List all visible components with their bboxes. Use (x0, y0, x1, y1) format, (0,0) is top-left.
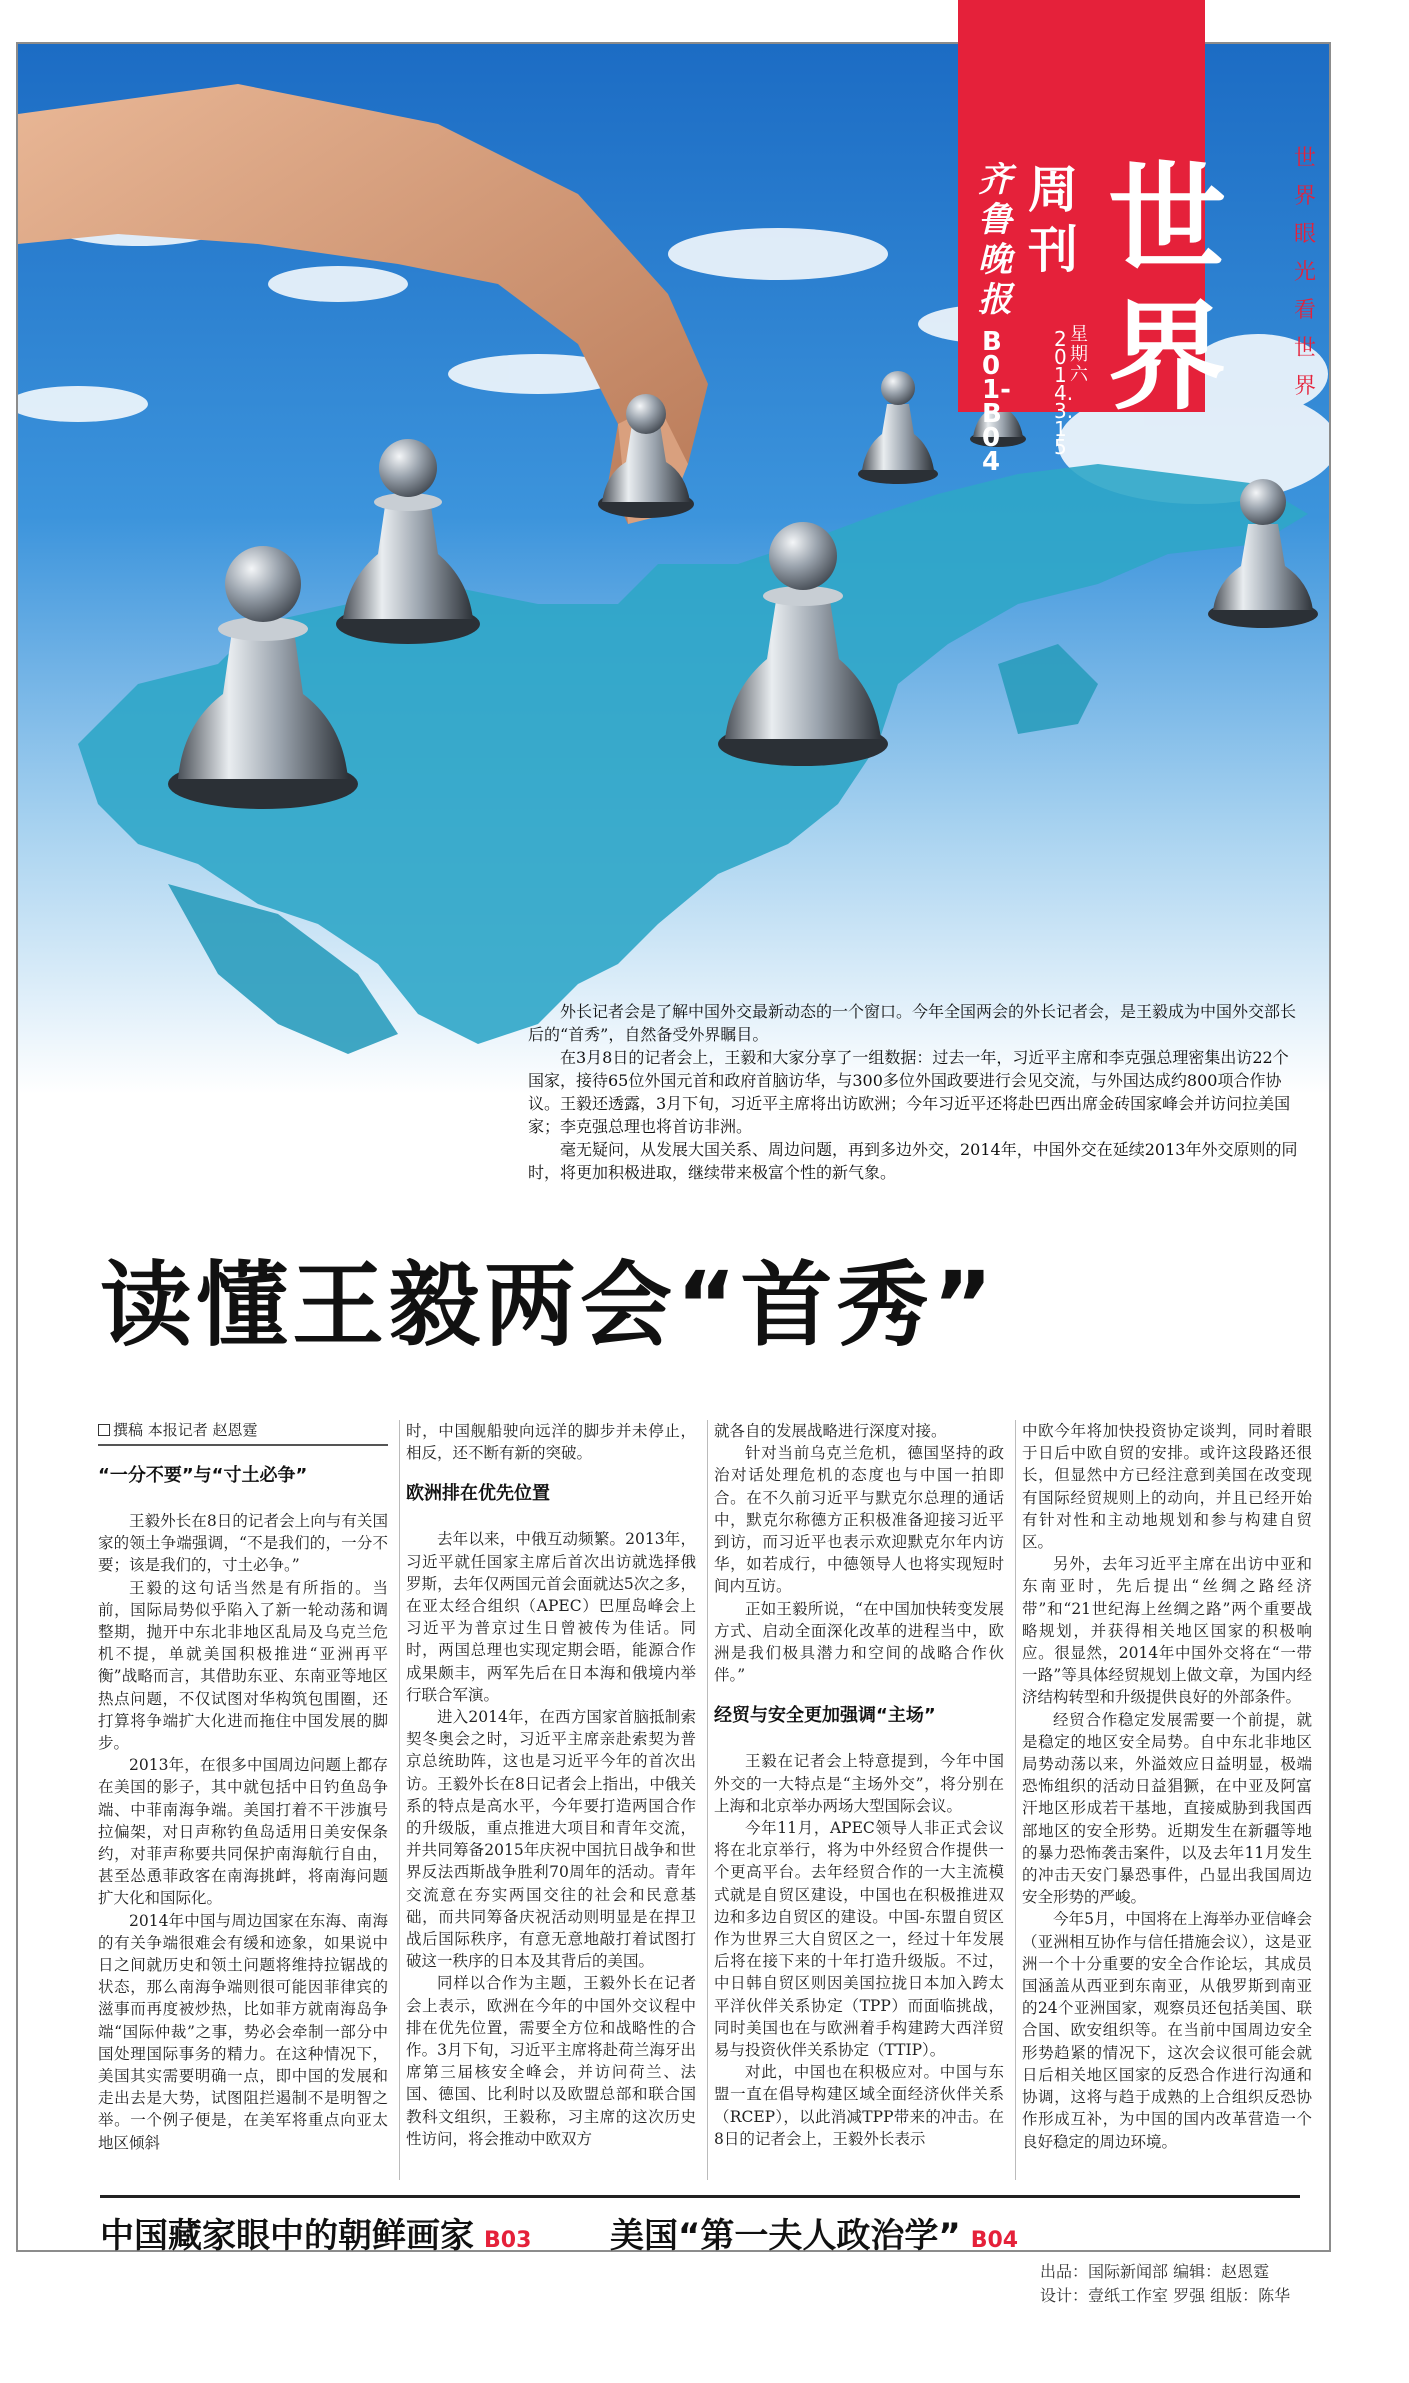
body-paragraph: 另外，去年习近平主席在出访中亚和东南亚时，先后提出“丝绸之路经济带”和“21世纪海上丝绸之路”两个重要战略规划，并获得相关地区国家的积极响应。很显然，2014年中国外交将在“一带一路”等具体经贸规划上做文章，为国内经济结构转型和升级提供良好的外部条件。 (1022, 1555, 1312, 1707)
subheading: 经贸与安全更加强调“主场” (714, 1705, 936, 1727)
masthead-block (958, 0, 1227, 477)
body-paragraph: 去年以来，中俄互动频繁。2013年，习近平就任国家主席后首次出访就选择俄罗斯，去年仅两国元首会面就达5次之多，在亚太经合组织（APEC）巴厘岛峰会上习近平为普京过生日曾被传为佳话。同时，两国总理也实现定期会晤，能源合作成果颇丰，两军先后在日本海和俄境内举行联合军演。 (406, 1530, 696, 1704)
teaser-title: 中国藏家眼中的朝鲜画家 (100, 2216, 474, 2256)
body-paragraph: 经贸合作稳定发展需要一个前提，就是稳定的地区安全局势。自中东北非地区局势动荡以来，外溢效应日益明显，极端恐怖组织的活动日益猖獗，在中亚及阿富汗地区形成若干基地，直接威胁到我国西部地区的安全形势。近期发生在新疆等地的暴力恐怖袭击案件，以及去年11月发生的冲击天安门暴恐事件，凸显出我国周边安全形势的严峻。 (1022, 1710, 1312, 1907)
article-column-4 (1022, 1420, 1312, 2153)
issue-date: 2014.3.15 (1054, 327, 1074, 459)
byline-text: 撰稿 本报记者 赵恩霆 (113, 1421, 258, 1439)
slogan-char: 看 (1293, 298, 1316, 323)
body-paragraph: 中欧今年将加快投资协定谈判，同时着眼于日后中欧自贸的安排。或许这段路还很长，但显然中方已经注意到美国在改变现有国际经贸规则上的动向，并且已经开始有针对性和主动地规划和参与构建自贸区。 (1022, 1422, 1312, 1552)
article-column-2 (406, 1420, 696, 2150)
article-column-1 (98, 1420, 388, 2154)
body-paragraph: 进入2014年，在西方国家首脑抵制索契冬奥会之时，习近平主席亲赴索契为普京总统助阵，这也是习近平今年的首次出访。王毅外长在8日记者会上指出，中俄关系的特点是高水平，今年要打造两国合作的升级版，重点推进大项目和青年交流，并共同筹备2015年庆祝中国抗日战争和世界反法西斯战争胜利70周年的活动。青年交流意在夯实两国交往的社会和民意基础，而共同筹备庆祝活动则明显是在捍卫战后国际秩序，有意无意地敲打着试图打破这一秩序的日本及其背后的美国。 (406, 1708, 696, 1971)
section-title (1108, 150, 1228, 426)
body-paragraph: 就各自的发展战略进行深度对接。 (714, 1422, 947, 1440)
teaser-title: 美国“第一夫人政治学” (610, 2216, 961, 2256)
section-title-char-1: 世 (1108, 150, 1227, 288)
page-credits (1040, 2260, 1290, 2308)
body-paragraph: 2013年，在很多中国周边问题上都存在美国的影子，其中就包括中日钓鱼岛争端、中菲南海争端。美国打着不干涉旗号拉偏架，对日声称钓鱼岛适用日美安保条约，对菲声称要共同保护南海航行自由，甚至怂恿菲政客在南海挑衅，将南海问题扩大化和国际化。 (98, 1756, 388, 1908)
body-paragraph: 对此，中国也在积极应对。中国与东盟一直在倡导构建区域全面经济伙伴关系（RCEP），以此消减TPP带来的冲击。在8日的记者会上，王毅外长表示 (714, 2063, 1004, 2148)
section-title-char-2: 界 (1108, 288, 1227, 426)
slogan-char: 界 (1293, 374, 1316, 399)
page-range: B01-B04 (982, 327, 1011, 477)
body-paragraph: 今年5月，中国将在上海举办亚信峰会（亚洲相互协作与信任措施会议），这是亚洲一个十分重要的安全合作论坛，其成员国涵盖从西亚到东南亚，从俄罗斯到南亚的24个亚洲国家，观察员还包括美国、联合国、欧安组织等。在当前中国周边安全形势趋紧的情况下，这次会议很可能会就日后相关地区国家的反恐合作进行沟通和协调，这将与趋于成熟的上合组织反恐协作形成互补，为中国的国内改革营造一个良好稳定的周边环境。 (1022, 1910, 1312, 2151)
article-intro (528, 1000, 1303, 1184)
body-paragraph: 时，中国舰船驶向远洋的脚步并未停止，相反，还不断有新的突破。 (406, 1422, 696, 1463)
subheading: 欧洲排在优先位置 (406, 1483, 550, 1505)
credits-line-1: 出品：国际新闻部 编辑：赵恩霆 (1040, 2262, 1270, 2281)
column-divider (1015, 1420, 1016, 2180)
body-paragraph: 2014年中国与周边国家在东海、南海的有关争端很难会有缓和迹象，如果说中日之间就历史和领土问题将维持拉锯战的状态，那么南海争端则很可能因菲律宾的滋事而再度被炒热，比如菲方就南海岛争端“国际仲裁”之事，势必会牵制一部分中国处理国际事务的精力。在这种情况下，美国其实需要明确一点，即中国的发展和走出去是大势，试图阻拦遏制不是明智之举。一个例子便是，在美军将重点向亚太地区倾斜 (98, 1911, 388, 2152)
teaser-page: B03 (484, 2228, 532, 2253)
body-paragraph: 王毅外长在8日的记者会上向与有关国家的领土争端强调，“不是我们的，一分不要；该是我们的，寸土必争。” (98, 1512, 388, 1575)
intro-paragraph: 外长记者会是了解中国外交最新动态的一个窗口。今年全国两会的外长记者会，是王毅成为中国外交部长后的“首秀”，自然备受外界瞩目。 (528, 1002, 1297, 1044)
article-body (98, 1420, 1310, 2180)
body-paragraph: 同样以合作为主题，王毅外长在记者会上表示，欧洲在今年的中国外交议程中排在优先位置，需要全方位和战略性的合作。3月下旬，习近平主席将赴荷兰海牙出席第三届核安全峰会，并访问荷兰、法国、德国、比利时以及欧盟总部和联合国教科文组织，王毅称，习主席的这次历史性访问，将会推动中欧双方 (406, 1974, 696, 2148)
body-paragraph: 正如王毅所说，“在中国加快转变发展方式、启动全面深化改革的进程当中，欧洲是我们极具潜力和空间的战略合作伙伴。” (714, 1599, 1004, 1685)
teaser-b03[interactable] (100, 2208, 531, 2257)
body-paragraph: 针对当前乌克兰危机，德国坚持的政治对话处理危机的态度也与中国一拍即合。在不久前习近平与默克尔总理的通话中，默克尔称德方正积极准备迎接习近平到访，而习近平也表示欢迎默克尔年内访华，如若成行，中德领导人也将实现短时间内互访。 (714, 1444, 1004, 1596)
slogan-char: 世 (1293, 146, 1316, 171)
teaser-b04[interactable] (610, 2208, 1018, 2257)
column-divider (399, 1420, 400, 2180)
subheading: “一分不要”与“寸土必争” (98, 1465, 308, 1486)
weekly-label: 周刊 (1028, 161, 1078, 279)
slogan-char: 界 (1293, 184, 1316, 209)
teaser-page: B04 (970, 2228, 1019, 2253)
column-divider (707, 1420, 708, 2180)
page-teasers (100, 2195, 1300, 2256)
slogan-char: 世 (1293, 336, 1316, 361)
body-paragraph: 今年11月，APEC领导人非正式会议将在北京举行，将为中外经贸合作提供一个更高平台。去年经贸合作的一大主流模式就是自贸区建设，中国也在积极推进双边和多边自贸区的建设。中国-东盟自贸区作为世界三大自贸区之一，经过十年发展后将在接下来的十年打造升级版。不过，中日韩自贸区则因美国拉拢日本加入跨太平洋伙伴关系协定（TPP）而面临挑战，同时美国也在与欧洲着手构建跨大西洋贸易与投资伙伴关系协定（TTIP）。 (714, 1819, 1004, 2060)
body-paragraph: 王毅在记者会上特意提到，今年中国外交的一大特点是“主场外交”，将分别在上海和北京举办两场大型国际会议。 (714, 1752, 1004, 1815)
credits-line-2: 设计：壹纸工作室 罗强 组版：陈华 (1040, 2286, 1291, 2305)
body-paragraph: 王毅的这句话当然是有所指的。当前，国际局势似乎陷入了新一轮动荡和调整期，抛开中东北非地区乱局及乌克兰危机不提，单就美国积极推进“亚洲再平衡”战略而言，其借助东亚、东南亚等地区热点问题，不仅试图对华构筑包围圈，还打算将争端扩大化进而拖住中国发展的脚步。 (98, 1578, 388, 1753)
article-headline: 读懂王毅两会“首秀” (100, 1252, 997, 1359)
slogan-char: 眼 (1293, 222, 1316, 247)
newspaper-brand: 齐鲁晚报 (978, 160, 1012, 320)
section-slogan (1288, 140, 1322, 406)
byline (98, 1420, 388, 1446)
checkbox-icon (98, 1424, 110, 1436)
issue-weekday: 星期六 (1070, 324, 1088, 385)
article-column-3 (714, 1420, 1004, 2150)
intro-paragraph: 在3月8日的记者会上，王毅和大家分享了一组数据：过去一年，习近平主席和李克强总理密集出访22个国家，接待65位外国元首和政府首脑访华，与300多位外国政要进行会见交流，与外国达成约800项合作协议。王毅还透露，3月下旬，习近平主席将出访欧洲；今年习近平还将赴巴西出席金砖国家峰会并访问拉美国家；李克强总理也将首访非洲。 (528, 1048, 1291, 1136)
slogan-char: 光 (1293, 260, 1316, 285)
intro-paragraph: 毫无疑问，从发展大国关系、周边问题，再到多边外交，2014年，中国外交在延续2013年外交原则的同时，将更加积极进取，继续带来极富个性的新气象。 (528, 1140, 1298, 1182)
